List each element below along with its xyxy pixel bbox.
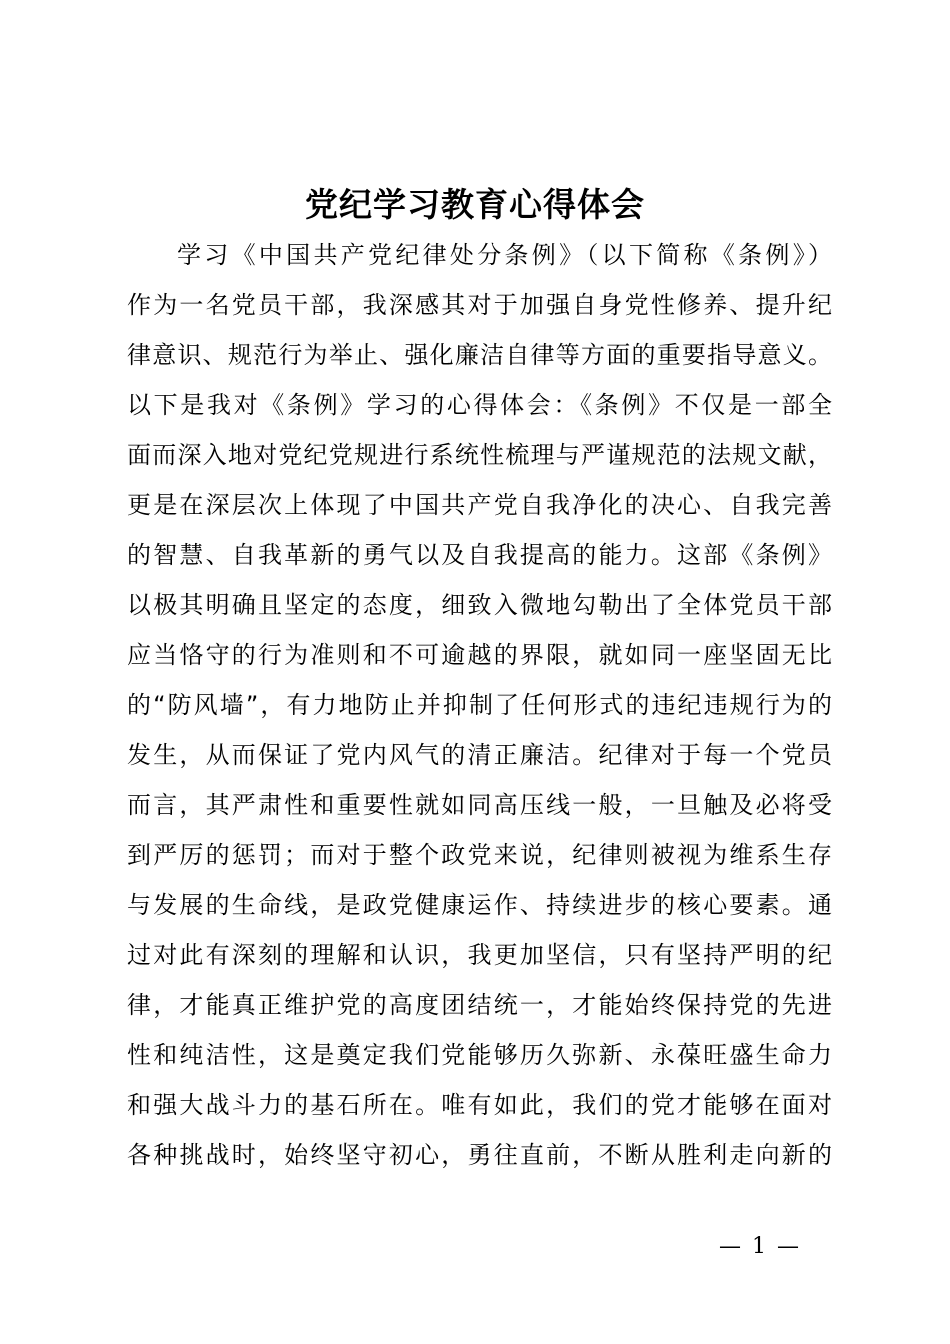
paragraph-line: 更是在深层次上体现了中国共产党自我净化的决心、自我完善 (127, 491, 832, 519)
paragraph-line: 各种挑战时，始终坚守初心，勇往直前，不断从胜利走向新的 (127, 1141, 832, 1169)
paragraph-line: 作为一名党员干部，我深感其对于加强自身党性修养、提升纪 (127, 291, 832, 319)
paragraph-line: 以极其明确且坚定的态度，细致入微地勾勒出了全体党员干部 (127, 591, 832, 619)
paragraph-line: 以下是我对《条例》学习的心得体会：《条例》不仅是一部全 (127, 391, 832, 419)
paragraph-line: 律意识、规范行为举止、强化廉洁自律等方面的重要指导意义。 (127, 341, 832, 369)
paragraph-line: 律，才能真正维护党的高度团结统一，才能始终保持党的先进 (127, 991, 832, 1019)
paragraph-line: 而言，其严肃性和重要性就如同高压线一般，一旦触及必将受 (127, 791, 832, 819)
paragraph-line: 和强大战斗力的基石所在。唯有如此，我们的党才能够在面对 (127, 1091, 832, 1119)
paragraph-line: 与发展的生命线，是政党健康运作、持续进步的核心要素。通 (127, 891, 832, 919)
paragraph-line: 应当恪守的行为准则和不可逾越的界限，就如同一座坚固无比 (127, 641, 832, 669)
paragraph-line: 到严厉的惩罚；而对于整个政党来说，纪律则被视为维系生存 (127, 841, 832, 869)
paragraph-line: 面而深入地对党纪党规进行系统性梳理与严谨规范的法规文献， (127, 441, 832, 469)
document-body (127, 230, 832, 1180)
paragraph-line: 学习《中国共产党纪律处分条例》（以下简称《条例》） (177, 241, 832, 269)
paragraph-line: 过对此有深刻的理解和认识，我更加坚信，只有坚持严明的纪 (127, 941, 832, 969)
document-title: 党纪学习教育心得体会 (305, 185, 645, 224)
paragraph-line: 的智慧、自我革新的勇气以及自我提高的能力。这部《条例》 (127, 541, 832, 569)
paragraph-line: 的“防风墙”，有力地防止并抑制了任何形式的违纪违规行为的 (127, 691, 832, 719)
paragraph-line: 发生，从而保证了党内风气的清正廉洁。纪律对于每一个党员 (127, 741, 832, 769)
page-number: — 1 — (719, 1234, 801, 1259)
paragraph-line: 性和纯洁性，这是奠定我们党能够历久弥新、永葆旺盛生命力 (127, 1041, 832, 1069)
